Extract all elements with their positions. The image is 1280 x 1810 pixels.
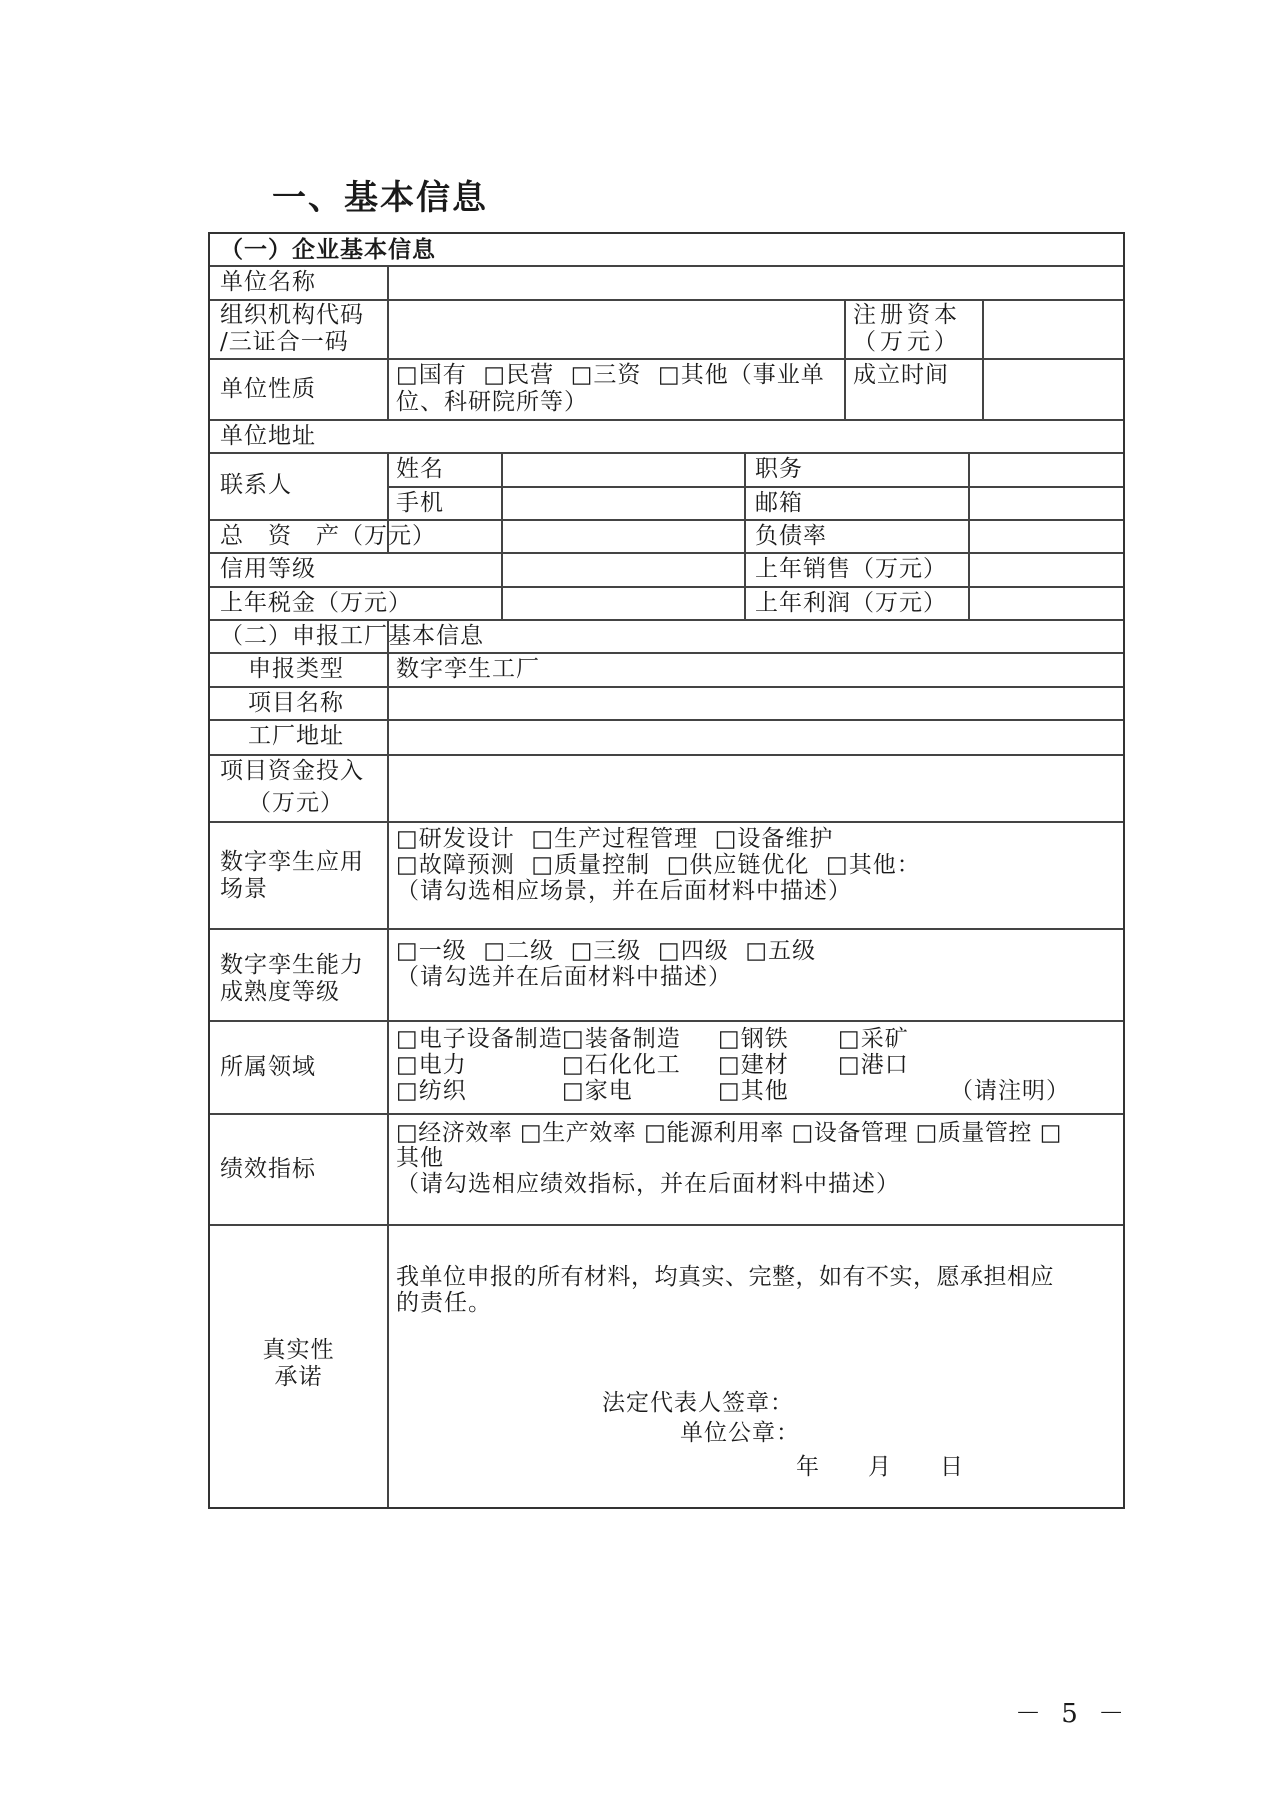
investment-label: 项目资金投入 (220, 758, 364, 784)
col-divider (387, 619, 389, 1507)
row-divider (210, 552, 1123, 554)
row-divider (210, 419, 1123, 421)
application-form (208, 232, 1125, 1509)
row-divider (210, 652, 1123, 654)
kpi-options[interactable]: 其他 (396, 1145, 444, 1171)
field-option[interactable]: □电子设备制造 (396, 1026, 563, 1052)
phone-label: 手机 (396, 490, 444, 516)
row-divider (210, 719, 1123, 721)
last-year-sales-label: 上年销售（万元） (755, 556, 947, 582)
row-divider (210, 299, 1123, 301)
org-code-label: 组织机构代码 (220, 302, 364, 328)
row-divider (210, 519, 1123, 521)
email-label: 邮箱 (755, 490, 803, 516)
scenario-label: 场景 (220, 876, 268, 902)
row-divider (210, 265, 1123, 267)
field-option[interactable]: □电力 (396, 1052, 467, 1078)
org-code-label: /三证合一码 (220, 329, 349, 355)
kpi-label: 绩效指标 (220, 1156, 316, 1182)
kpi-note: （请勾选相应绩效指标，并在后面材料中描述） (396, 1171, 900, 1197)
unit-seal: 单位公章： (680, 1420, 800, 1446)
type-label: 申报类型 (248, 656, 344, 682)
field-option[interactable]: □钢铁 (718, 1026, 789, 1052)
commitment-text: 的责任。 (396, 1290, 492, 1316)
row-divider (210, 686, 1123, 688)
field-option[interactable]: □采矿 (838, 1026, 909, 1052)
unit-name-label: 单位名称 (220, 269, 316, 295)
field-label: 所属领域 (220, 1054, 316, 1080)
field-note: （请注明） (950, 1078, 1070, 1104)
row-divider (210, 586, 1123, 588)
unit-nature-options: 位、科研院所等） (396, 389, 588, 415)
maturity-label: 数字孪生能力 (220, 952, 364, 978)
row-divider (388, 486, 1123, 488)
investment-label: （万元） (248, 790, 344, 816)
row-divider (210, 821, 1123, 823)
row-divider (210, 1224, 1123, 1226)
section-title: （一）企业基本信息 (220, 236, 436, 263)
date-line: 年 月 日 (796, 1454, 964, 1480)
scenario-label: 数字孪生应用 (220, 849, 364, 875)
field-option[interactable]: □建材 (718, 1052, 789, 1078)
kpi-options[interactable]: □经济效率 □生产效率 □能源利用率 □设备管理 □质量管控 □ (396, 1120, 1062, 1146)
commitment-label: 真实性 (262, 1337, 335, 1363)
section-title: （二）申报工厂基本信息 (220, 623, 484, 649)
unit-nature-options[interactable]: □国有 □民营 □三资 □其他（事业单 (396, 362, 825, 388)
name-label: 姓名 (396, 456, 444, 482)
row-divider (210, 1113, 1123, 1115)
col-divider (387, 265, 389, 420)
page-title: 一、基本信息 (272, 178, 488, 218)
row-divider (210, 754, 1123, 756)
registered-capital-label: 注册资本 (853, 302, 961, 328)
position-label: 职务 (755, 456, 803, 482)
total-assets-label: 总 资 产（万元） (220, 523, 436, 549)
field-option[interactable]: □港口 (838, 1052, 909, 1078)
established-label: 成立时间 (853, 362, 949, 388)
type-value: 数字孪生工厂 (396, 656, 540, 682)
field-option[interactable]: □其他 (718, 1078, 789, 1104)
commitment-label: 承诺 (274, 1364, 323, 1390)
col-divider (844, 299, 846, 419)
row-divider (210, 452, 1123, 454)
debt-ratio-label: 负债率 (755, 523, 827, 549)
credit-label: 信用等级 (220, 556, 316, 582)
address-label: 单位地址 (220, 423, 316, 449)
legal-rep-sign: 法定代表人签章： (602, 1390, 794, 1416)
maturity-note: （请勾选并在后面材料中描述） (396, 964, 732, 990)
col-divider (744, 452, 746, 619)
field-option[interactable]: □纺织 (396, 1078, 467, 1104)
unit-nature-label: 单位性质 (220, 376, 316, 402)
registered-capital-label: （万元） (853, 329, 961, 355)
col-divider (968, 452, 970, 619)
row-divider (210, 928, 1123, 930)
maturity-label: 成熟度等级 (220, 979, 340, 1005)
scenario-note: （请勾选相应场景，并在后面材料中描述） (396, 878, 852, 904)
field-option[interactable]: □家电 (562, 1078, 633, 1104)
row-divider (210, 1020, 1123, 1022)
project-name-label: 项目名称 (248, 690, 344, 716)
maturity-options[interactable]: □一级 □二级 □三级 □四级 □五级 (396, 938, 817, 964)
row-divider (210, 358, 1123, 360)
contact-label: 联系人 (220, 472, 292, 498)
commitment-text: 我单位申报的所有材料，均真实、完整，如有不实，愿承担相应 (396, 1264, 1054, 1290)
last-year-profit-label: 上年利润（万元） (755, 590, 947, 616)
factory-address-label: 工厂地址 (248, 723, 344, 749)
field-option[interactable]: □石化化工 (562, 1052, 681, 1078)
scenario-options[interactable]: □研发设计 □生产过程管理 □设备维护 (396, 826, 834, 852)
col-divider (501, 452, 503, 619)
scenario-options[interactable]: □故障预测 □质量控制 □供应链优化 □其他： (396, 852, 921, 878)
last-year-tax-label: 上年税金（万元） (220, 590, 412, 616)
col-divider (982, 299, 984, 419)
row-divider (210, 619, 1123, 621)
field-option[interactable]: □装备制造 (562, 1026, 681, 1052)
page-number: － 5 － (1015, 1699, 1131, 1729)
